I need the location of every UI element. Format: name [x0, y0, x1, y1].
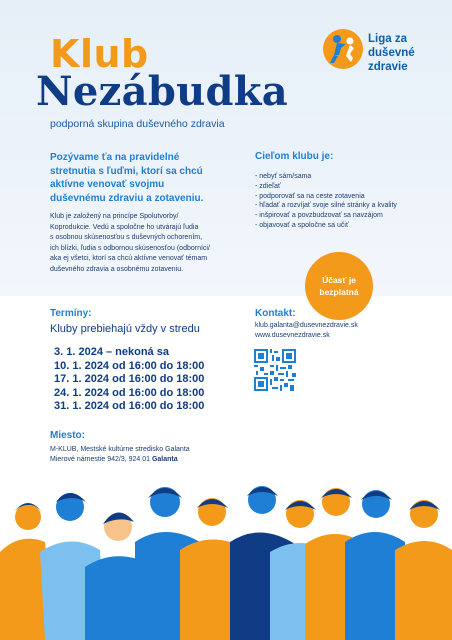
- badge-line-1: Účasť je: [322, 275, 356, 285]
- place-heading: Miesto:: [50, 430, 85, 441]
- logo-line-1: Liga za: [368, 33, 407, 45]
- contact-heading: Kontakt:: [255, 308, 296, 319]
- intro-line: s osobnou skúsenosťou s duševných ochorením,: [50, 234, 203, 242]
- date-item: 31. 1. 2024 od 16:00 do 18:00: [54, 400, 205, 413]
- contact-email-link[interactable]: klub.galanta@dusevnezdravie.sk: [255, 322, 358, 329]
- person-figure: [395, 500, 452, 640]
- dates-list: [54, 346, 204, 414]
- title-klub: Klub: [50, 32, 149, 76]
- intro-line: Klub je založený na princípe Spolutvorby/: [50, 213, 179, 220]
- people-illustration: [0, 472, 452, 640]
- intro-line: duševného zdravia a osobnému zotaveniu.: [50, 265, 184, 273]
- invitation-text: [50, 151, 246, 205]
- goals-list: [255, 172, 397, 231]
- place-city: Galanta: [151, 456, 178, 463]
- date-item: 17. 1. 2024 od 16:00 do 18:00: [54, 373, 205, 386]
- contact-web-link[interactable]: www.dusevnezdravie.sk: [255, 332, 330, 339]
- date-item: 3. 1. 2024 – nekoná sa: [54, 346, 169, 358]
- liga-logo-icon: [322, 28, 364, 70]
- goal-item: - hľadať a rozvíjať svoje silné stránky a kvality: [255, 202, 397, 210]
- date-item: 10. 1. 2024 od 16:00 do 18:00: [54, 359, 205, 372]
- dates-subheading: Kluby prebiehajú vždy v stredu: [50, 323, 200, 335]
- goal-item: - podporovať sa na ceste zotavenia: [255, 192, 365, 200]
- logo-line-2: duševné: [368, 47, 415, 59]
- intro-text: [50, 212, 250, 276]
- title-nezabudka: Nezábudka: [36, 68, 288, 115]
- invitation-line: stretnutia s ľuďmi, ktorí sa chcú: [50, 165, 203, 177]
- intro-line: aka ej všetci, ktorí sa chcú aktívne venovať témam: [50, 255, 208, 263]
- place-street: Mierové námestie 942/3, 924 01: [50, 456, 152, 463]
- invitation-line: Pozývame ťa na pravidelné: [50, 152, 180, 163]
- logo-line-3: zdravie: [368, 61, 408, 73]
- qr-code[interactable]: [254, 349, 296, 391]
- date-item: 24. 1. 2024 od 16:00 do 18:00: [54, 386, 205, 399]
- invitation-line: aktívne venovať svojmu: [50, 179, 165, 190]
- liga-logo-text: [368, 32, 415, 74]
- free-entry-badge: [305, 252, 373, 320]
- goal-item: - nebyť sám/sama: [255, 173, 312, 180]
- intro-line: ich blízki, ľudia s odbornou skúsenosťou (odborníci/: [50, 244, 210, 252]
- goal-item: - inšpirovať a povzbudzovať sa navzájom: [255, 212, 383, 220]
- liga-logo[interactable]: [322, 28, 442, 100]
- place-venue: M-KLUB, Mestské kultúrne stredisko Galanta: [50, 446, 190, 453]
- goals-heading: Cieľom klubu je:: [255, 151, 334, 162]
- badge-line-2: bezplatná: [319, 287, 359, 297]
- goal-item: - zdieľať: [255, 182, 281, 190]
- intro-line: Koprodukcie. Vedú a spoločne ho utvárajú ľudia: [50, 223, 199, 231]
- goal-item: - objavovať a spoločne sa učiť: [255, 221, 349, 229]
- invitation-line: duševnému zdraviu a zotaveniu.: [50, 192, 204, 204]
- place-address: [50, 456, 178, 463]
- dates-heading: Termíny:: [50, 308, 92, 319]
- subtitle: podporná skupina duševného zdravia: [50, 118, 225, 130]
